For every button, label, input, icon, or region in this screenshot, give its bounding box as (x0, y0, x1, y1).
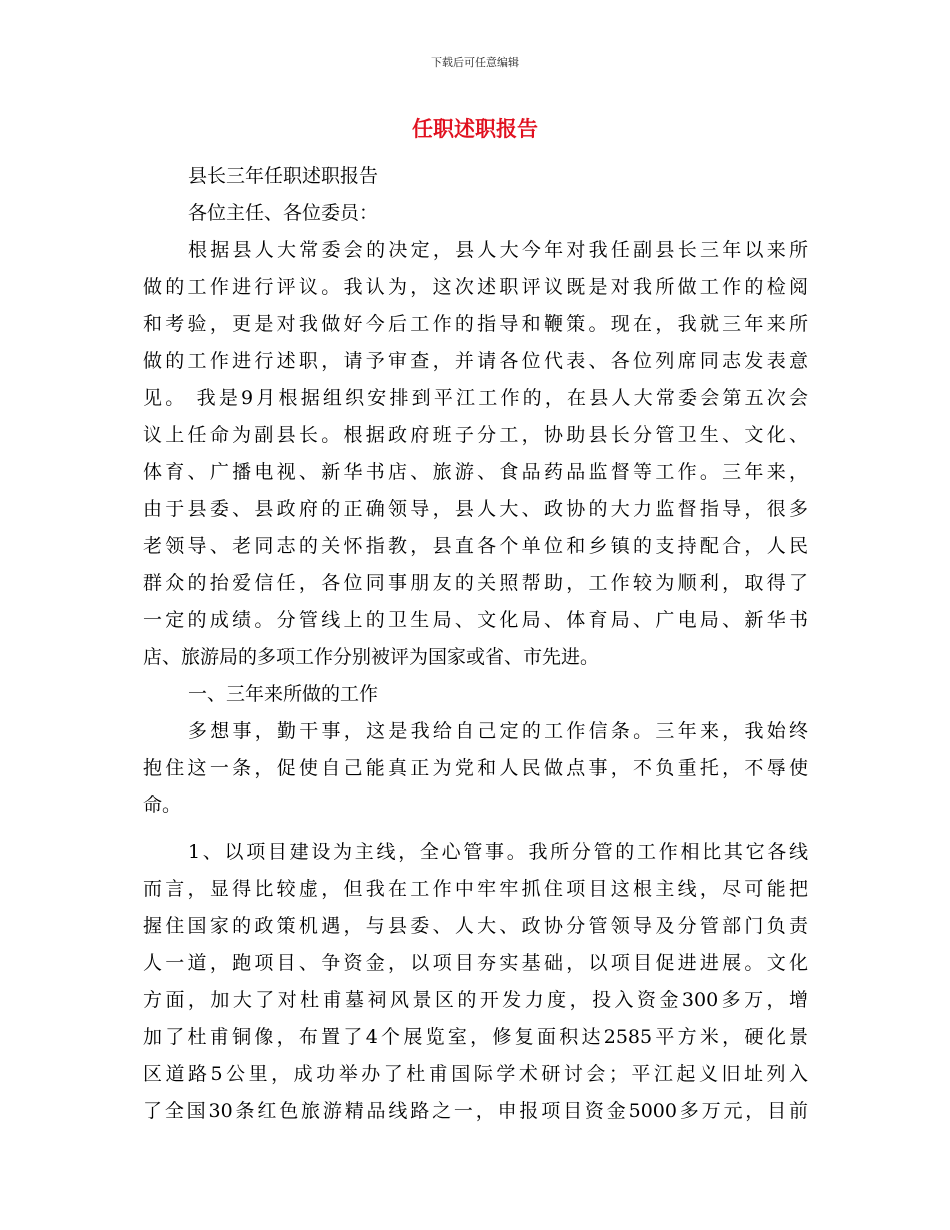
text-line: 体育、广播电视、新华书店、旅游、食品药品监督等工作。三年来， (143, 461, 808, 483)
text-line: 议上任命为副县长。根据政府班子分工，协助县长分管卫生、文化、 (143, 424, 808, 446)
text-line: 人一道，跑项目、争资金，以项目夯实基础，以项目促进进展。文化 (143, 952, 808, 974)
text-line: 而言，显得比较虚，但我在工作中牢牢抓住项目这根主线，尽可能把 (143, 878, 808, 900)
text-line: 握住国家的政策机遇，与县委、人大、政协分管领导及分管部门负责 (143, 915, 808, 937)
text-line: 加了杜甫铜像，布置了4个展览室，修复面积达2585平方米，硬化景 (143, 1026, 808, 1048)
text-line: 由于县委、县政府的正确领导，县人大、政协的大力监督指导，很多 (143, 498, 808, 520)
document-title: 任职述职报告 (412, 117, 538, 141)
document-body (143, 158, 808, 1130)
text-line: 群众的抬爱信任，各位同事朋友的关照帮助，工作较为顺利，取得了 (143, 572, 808, 594)
text-line: 和考验，更是对我做好今后工作的指导和鞭策。现在，我就三年来所 (143, 313, 808, 335)
text-line: 一、三年来所做的工作 (188, 683, 379, 705)
text-line: 多想事，勤干事，这是我给自己定的工作信条。三年来，我始终 (188, 720, 808, 742)
text-line: 了全国30条红色旅游精品线路之一，申报项目资金5000多万元，目前 (143, 1100, 808, 1122)
text-line: 做的工作进行评议。我认为，这次述职评议既是对我所做工作的检阅 (143, 276, 808, 298)
text-line: 店、旅游局的多项工作分别被评为国家或省、市先进。 (143, 646, 600, 668)
paragraph-gap (143, 824, 808, 834)
text-line: 见。 我是9月根据组织安排到平江工作的，在县人大常委会第五次会 (143, 387, 808, 409)
text-line: 抱住这一条，促使自己能真正为党和人民做点事，不负重托，不辱使 (143, 757, 808, 779)
text-line: 县长三年任职述职报告 (188, 165, 379, 187)
text-line: 方面，加大了对杜甫墓祠风景区的开发力度，投入资金300多万，增 (143, 989, 808, 1011)
text-line: 根据县人大常委会的决定，县人大今年对我任副县长三年以来所 (188, 239, 808, 261)
text-line: 老领导、老同志的关怀指教，县直各个单位和乡镇的支持配合，人民 (143, 535, 808, 557)
text-line: 区道路5公里，成功举办了杜甫国际学术研讨会；平江起义旧址列入 (143, 1063, 808, 1085)
text-line: 一定的成绩。分管线上的卫生局、文化局、体育局、广电局、新华书 (143, 609, 808, 631)
text-line: 各位主任、各位委员： (188, 202, 379, 224)
text-line: 做的工作进行述职，请予审查，并请各位代表、各位列席同志发表意 (143, 350, 808, 372)
text-line: 命。 (143, 794, 182, 816)
page-header-note: 下载后可任意编辑 (431, 56, 519, 69)
text-line: 1、以项目建设为主线，全心管事。我所分管的工作相比其它各线 (188, 841, 808, 863)
